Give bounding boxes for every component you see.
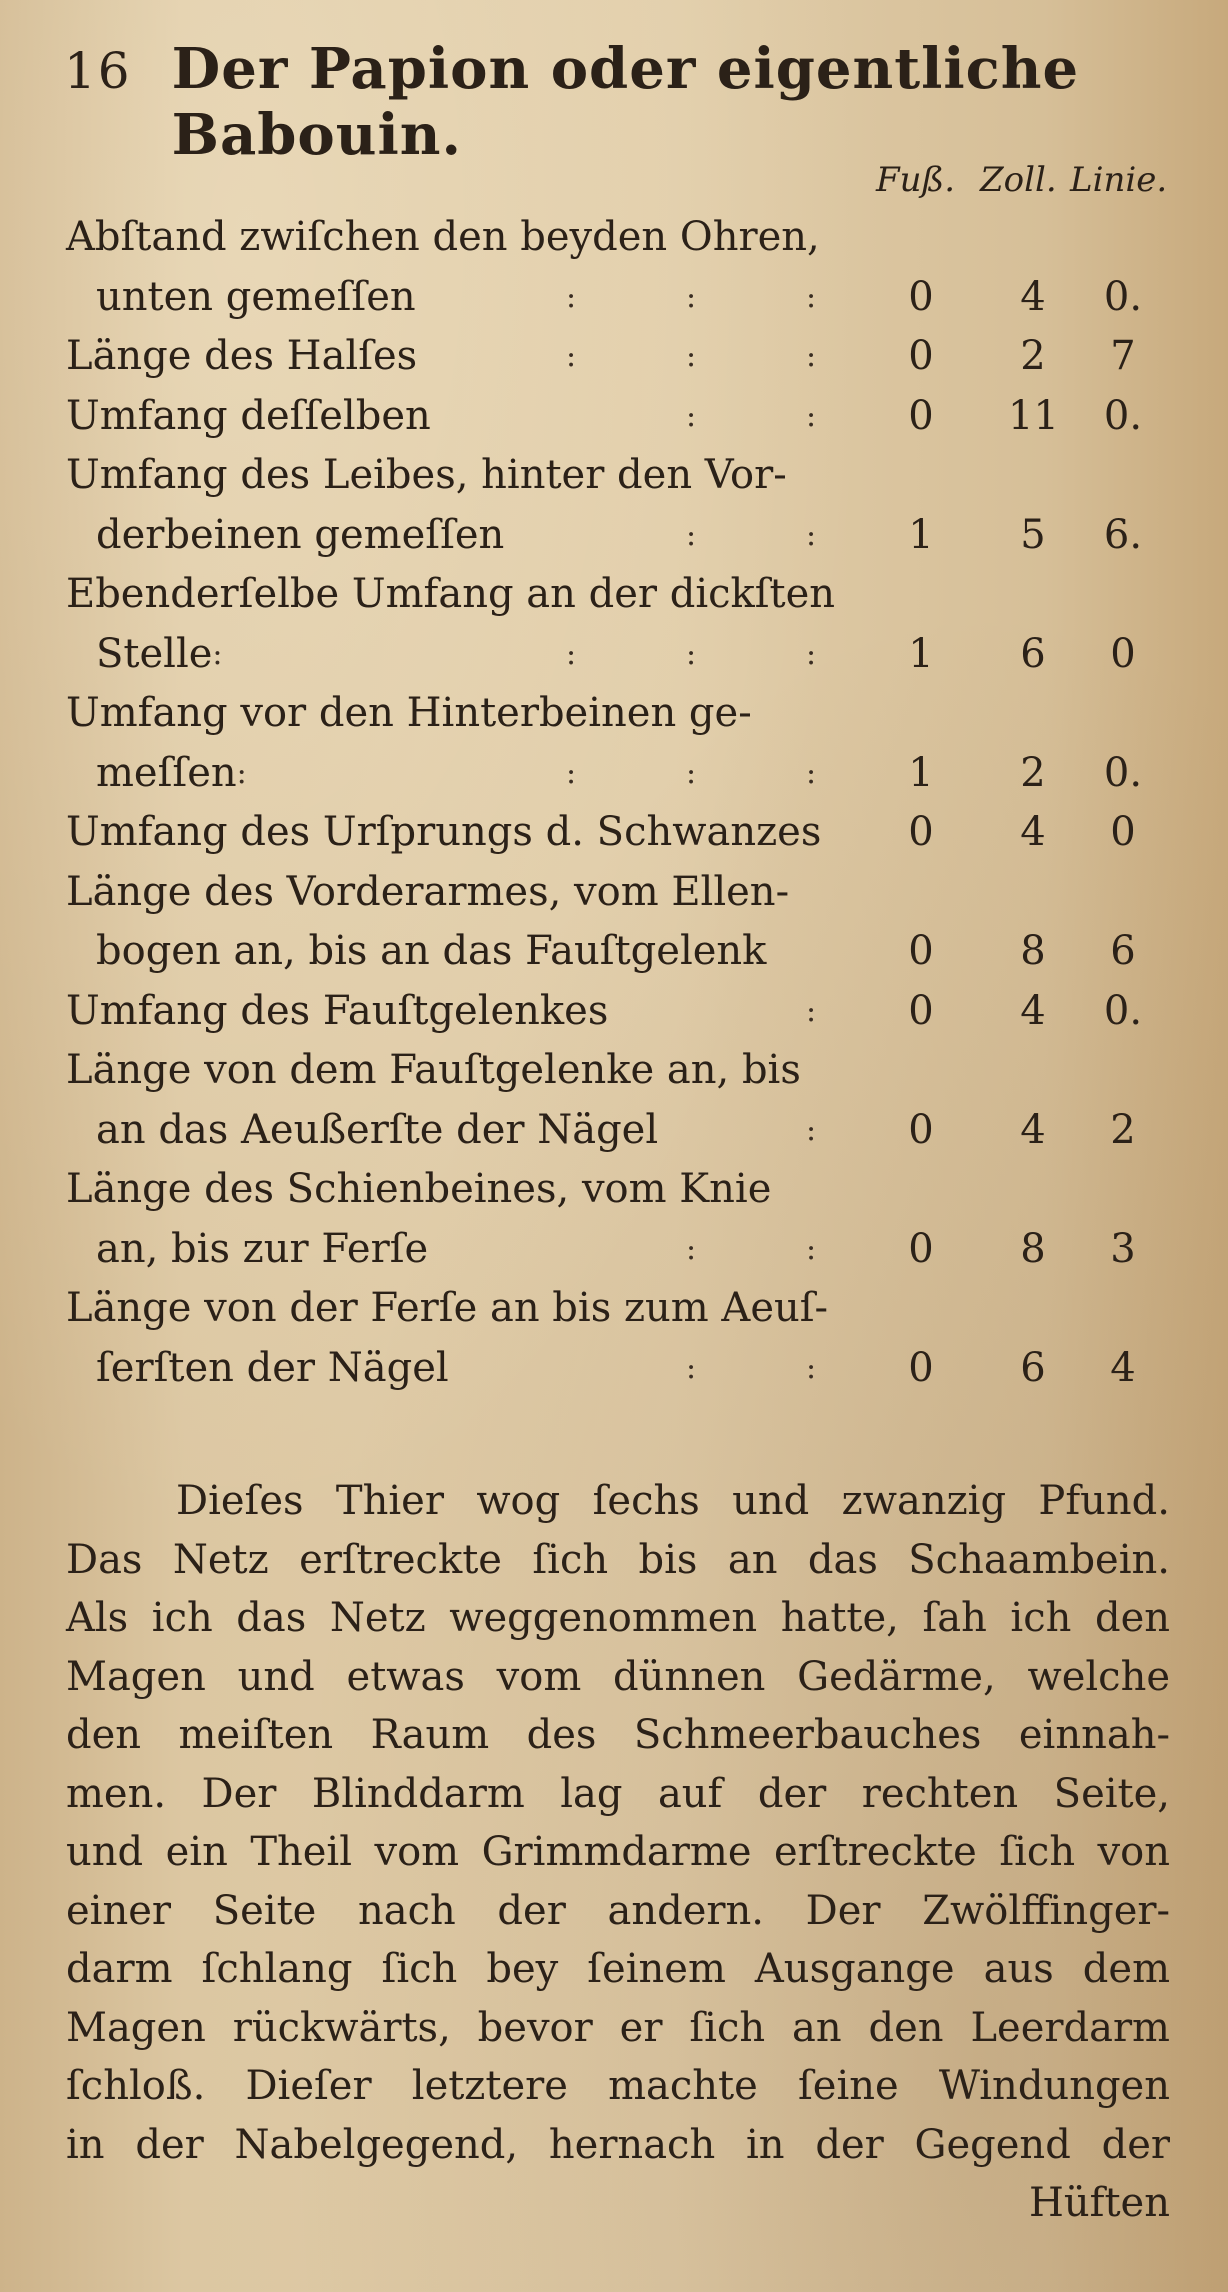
value-zoll: 4 <box>1020 1106 1046 1153</box>
leader-dot: : <box>806 755 817 791</box>
value-fuss: 0 <box>908 987 934 1034</box>
measurement-row <box>66 208 1186 327</box>
body-text-line: und ein Theil vom Grimmdarme erſtreckte ſich von <box>66 1829 1170 1875</box>
value-fuss: 0 <box>908 1106 934 1153</box>
value-fuss: 0 <box>908 809 934 855</box>
measurement-label <box>66 982 1186 1042</box>
body-text <box>66 1472 1170 2233</box>
value-zoll: 5 <box>1020 511 1046 558</box>
value-zoll: 6 <box>1020 630 1046 677</box>
measurement-label-text: Abſtand zwiſchen den beyden Ohren, <box>66 214 820 260</box>
leader-dot: : <box>686 279 697 315</box>
measurement-label-continuation <box>66 1101 1186 1161</box>
measurement-label-text: Umfang des Fauſtgelenkes <box>66 987 609 1034</box>
measurement-row <box>66 1160 1186 1279</box>
measurement-label-continuation <box>66 625 1186 685</box>
value-linie: 2 <box>1110 1106 1136 1153</box>
leader-dot: : <box>566 636 577 672</box>
leader-dot: : <box>686 1231 697 1267</box>
leader-dot: : <box>806 636 817 672</box>
value-linie: 6. <box>1103 511 1143 558</box>
running-title: Der Papion oder eigentliche Babouin. <box>171 36 1080 168</box>
page-number: 16 <box>64 42 132 100</box>
leader-dot: : <box>806 1350 817 1386</box>
measurement-label-text: Stelle <box>96 630 213 677</box>
measurement-label <box>66 684 1186 744</box>
value-linie: 0 <box>1110 809 1136 855</box>
measurement-label-text: Länge des Vorderarmes, vom Ellen- <box>66 868 790 915</box>
measurement-label <box>66 803 1186 863</box>
value-fuss: 0 <box>908 392 934 439</box>
measurement-label-text: an das Aeußerſte der Nägel <box>96 1106 659 1153</box>
measurement-label <box>66 446 1186 506</box>
body-text-line: den meiſten Raum des Schmeerbauches einnah- <box>66 1712 1170 1758</box>
measurement-label-text: ſerſten der Nägel <box>96 1344 449 1391</box>
leader-dot: : <box>566 279 577 315</box>
leader-dot: : <box>806 398 817 434</box>
page-header <box>64 36 1164 168</box>
value-fuss: 0 <box>908 928 934 974</box>
catchword: Hüften <box>1029 2180 1170 2226</box>
body-text-line: men. Der Blinddarm lag auf der rechten Seite, <box>66 1770 1170 1817</box>
value-zoll: 2 <box>1020 749 1046 796</box>
measurement-label-text: Länge des Schienbeines, vom Knie <box>66 1166 772 1212</box>
measurement-table <box>66 208 1186 1398</box>
measurement-label-continuation <box>66 506 1186 566</box>
body-text-line: Magen und etwas vom dünnen Gedärme, welche <box>66 1653 1170 1700</box>
measurement-row <box>66 327 1186 387</box>
value-fuss: 1 <box>908 749 934 796</box>
measurement-label-text: Länge von dem Fauſtgelenke an, bis <box>66 1047 801 1093</box>
leader-dot: : <box>686 1350 697 1386</box>
value-fuss: 1 <box>908 630 934 677</box>
leader-dot: : <box>806 1112 817 1148</box>
value-fuss: 1 <box>908 511 934 558</box>
leader-dot: : <box>806 993 817 1029</box>
leader-dot: : <box>806 517 817 553</box>
measurement-label-text: bogen an, bis an das Fauſtgelenk <box>96 928 767 974</box>
value-zoll: 2 <box>1020 333 1046 379</box>
measurement-label <box>66 1041 1186 1101</box>
body-text-line: Als ich das Netz weggenommen hatte, ſah ich den <box>66 1595 1170 1641</box>
value-fuss: 0 <box>908 1344 934 1391</box>
measurement-row <box>66 565 1186 684</box>
value-zoll: 8 <box>1020 1225 1046 1272</box>
leader-dot: : <box>686 339 697 374</box>
value-linie: 0. <box>1103 987 1143 1034</box>
measurement-label-text: Umfang des Leibes, hinter den Vor- <box>66 452 787 498</box>
measurement-row <box>66 446 1186 565</box>
measurement-label-text: derbeinen gemeſſen <box>96 511 505 558</box>
measurement-label-text: Länge des Halſes <box>66 333 418 379</box>
body-text-line: darm ſchlang ſich bey ſeinem Ausgange aus dem <box>66 1946 1170 1992</box>
leader-dot: : <box>212 636 223 672</box>
measurement-label-text: Umfang des Urſprungs d. Schwanzes <box>66 809 822 855</box>
value-linie: 6 <box>1110 928 1136 974</box>
leader-dot: : <box>686 636 697 672</box>
measurement-label <box>66 208 1186 268</box>
value-fuss: 0 <box>908 273 934 320</box>
measurement-label-text: Ebenderſelbe Umfang an der dickſten <box>66 571 836 617</box>
value-zoll: 11 <box>1008 392 1059 439</box>
measurement-label-continuation <box>66 744 1186 804</box>
measurement-label-text: Länge von der Ferſe an bis zum Aeuſ- <box>66 1285 829 1331</box>
measurement-label-text: unten gemeſſen <box>96 273 416 320</box>
body-text-line: in der Nabelgegend, hernach in der Gegend der <box>66 2121 1170 2168</box>
leader-dot: : <box>686 755 697 791</box>
measurement-row <box>66 684 1186 803</box>
measurement-label-continuation <box>66 922 1186 982</box>
value-linie: 0 <box>1110 630 1136 677</box>
body-text-line: Das Netz erſtreckte ſich bis an das Schaambein. <box>66 1536 1170 1583</box>
leader-dot: : <box>686 398 697 434</box>
measurement-row <box>66 1041 1186 1160</box>
measurement-label-continuation <box>66 268 1186 328</box>
body-text-line: einer Seite nach der andern. Der Zwölffinger- <box>66 1887 1170 1934</box>
measurement-row <box>66 982 1186 1042</box>
value-zoll: 4 <box>1020 987 1046 1034</box>
leader-dot: : <box>236 755 247 791</box>
value-zoll: 8 <box>1020 928 1046 974</box>
body-text-line: Magen rückwärts, bevor er ſich an den Leerdarm <box>66 2004 1170 2051</box>
value-fuss: 0 <box>908 333 934 379</box>
leader-dot: : <box>566 339 577 374</box>
body-text-line: ſchloß. Dieſer letztere machte ſeine Windungen <box>66 2063 1170 2109</box>
column-header-linie: Linie. <box>1070 160 1168 200</box>
value-linie: 7 <box>1110 333 1136 379</box>
leader-dot: : <box>806 339 817 374</box>
value-linie: 0. <box>1103 749 1143 796</box>
leader-dot: : <box>686 517 697 553</box>
value-zoll: 4 <box>1020 809 1046 855</box>
value-zoll: 4 <box>1020 273 1046 320</box>
column-header-fuss: Fuß. <box>876 160 956 200</box>
value-linie: 0. <box>1103 392 1143 439</box>
value-zoll: 6 <box>1020 1344 1046 1391</box>
measurement-label <box>66 1279 1186 1339</box>
measurement-row <box>66 803 1186 863</box>
measurement-label <box>66 327 1186 387</box>
leader-dot: : <box>566 755 577 791</box>
measurement-label-continuation <box>66 1220 1186 1280</box>
measurement-row <box>66 863 1186 982</box>
value-fuss: 0 <box>908 1225 934 1272</box>
leader-dot: : <box>806 279 817 315</box>
measurement-label-text: meſſen <box>96 749 237 796</box>
measurement-label <box>66 1160 1186 1220</box>
measurement-label-text: an, bis zur Ferſe <box>96 1225 429 1272</box>
measurement-label <box>66 387 1186 447</box>
measurement-label <box>66 863 1186 923</box>
measurement-label-text: Umfang vor den Hinterbeinen ge- <box>66 690 752 736</box>
leader-dot: : <box>806 1231 817 1267</box>
column-header-zoll: Zoll. <box>980 160 1057 200</box>
measurement-label-text: Umfang deſſelben <box>66 392 431 439</box>
measurement-row <box>66 1279 1186 1398</box>
value-linie: 3 <box>1110 1225 1136 1272</box>
value-linie: 4 <box>1110 1344 1136 1391</box>
body-text-line: Dieſes Thier wog ſechs und zwanzig Pfund. <box>176 1478 1170 1524</box>
measurement-label <box>66 565 1186 625</box>
measurement-row <box>66 387 1186 447</box>
value-linie: 0. <box>1103 273 1143 320</box>
measurement-label-continuation <box>66 1339 1186 1399</box>
